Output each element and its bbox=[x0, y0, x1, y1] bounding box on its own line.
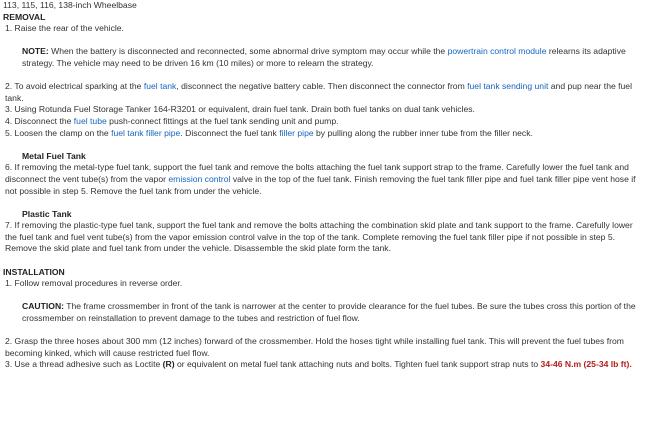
step2-text-2: , disconnect the negative battery cable. Then disconnect the connector from bbox=[176, 81, 468, 92]
fuel-tube-link[interactable]: fuel tube bbox=[73, 115, 107, 126]
step4-text-2: push-connect fittings at the fuel tank sending unit and pump. bbox=[106, 115, 339, 126]
installation-step-2: 2. Grasp the three hoses about 300 mm (12 inches) forward of the crossmember. Hold the hoses tight while installing fuel tank. This will prevent the fuel tubes from becoming kinked, which will cause restricted fuel flow. bbox=[5, 336, 624, 358]
step5-text-3: by pulling along the rubber inner tube from the filler neck. bbox=[313, 127, 533, 138]
step5-text-2: . Disconnect the fuel tank bbox=[180, 127, 280, 138]
note-text-1: When the battery is disconnected and reconnected, some abnormal drive symptom may occur while the bbox=[48, 46, 448, 57]
registered-mark: (R) bbox=[162, 359, 175, 370]
step5-text-1: 5. Loosen the clamp on the bbox=[5, 127, 112, 138]
note-text-2: relearns its adaptive strategy. The vehicle may need to be driven 16 km (10 miles) or more to relearn the strategy. bbox=[22, 46, 626, 68]
fuel-tank-sending-unit-link[interactable]: fuel tank sending unit bbox=[467, 81, 549, 92]
step6-text-1: 6. If removing the metal-type fuel tank, support the fuel tank and remove the bolts attaching the fuel tank support strap to the frame. Carefully lower the fuel tank and disconnect the vent tube(s) from the vapor bbox=[5, 162, 629, 184]
installation-caution bbox=[3, 301, 647, 324]
step2-text-3: and pup near the fuel tank. bbox=[5, 81, 632, 103]
installation-heading: INSTALLATION bbox=[3, 266, 65, 277]
installation-step-1: 1. Follow removal procedures in reverse order. bbox=[5, 278, 183, 289]
wheelbase-header: 113, 115, 116, 138-inch Wheelbase bbox=[3, 0, 137, 10]
step4-text-1: 4. Disconnect the bbox=[5, 115, 74, 126]
removal-heading: REMOVAL bbox=[3, 11, 46, 22]
step3-text-1: 3. Use a thread adhesive such as Loctite bbox=[5, 359, 163, 370]
removal-step-4 bbox=[3, 116, 647, 128]
removal-step-3: 3. Using Rotunda Fuel Storage Tanker 164-R3201 or equivalent, drain fuel tank. Drain both fuel tanks on dual tank vehicles. bbox=[5, 104, 475, 115]
fuel-tank-link[interactable]: fuel tank bbox=[143, 81, 177, 92]
installation-step-3 bbox=[3, 359, 647, 371]
metal-tank-heading: Metal Fuel Tank bbox=[22, 150, 86, 161]
removal-step-5 bbox=[3, 128, 647, 140]
filler-pipe-link[interactable]: filler pipe bbox=[279, 127, 314, 138]
step3-text-2: or equivalent on metal fuel tank attaching nuts and bolts. Tighten fuel tank support strap nuts to bbox=[174, 359, 541, 370]
removal-step-7: 7. If removing the plastic-type fuel tank, support the fuel tank and remove the bolts attaching the combination skid plate and tank support to the frame. Carefully lower the fuel tank and fuel vent tube(s) from the vapor emission control valve in the top of the tank. Complete removing the fuel tank filler pipe if not possible in step 5. Remove the skid plate and fuel tank from under the vehicle. Disassemble the skid plate form the tank. bbox=[5, 220, 633, 254]
fuel-tank-filler-pipe-link[interactable]: fuel tank filler pipe bbox=[111, 127, 181, 138]
pcm-link[interactable]: powertrain control module bbox=[447, 46, 547, 57]
removal-step-6 bbox=[3, 162, 647, 197]
caution-label: CAUTION: bbox=[22, 301, 65, 312]
caution-text: The frame crossmember in front of the tank is narrower at the center to provide clearance for the fuel tubes. Be sure the tubes cross this portion of the crossmember on reinstallation to prevent damage to the tubes and restriction of fuel flow. bbox=[22, 301, 636, 324]
emission-control-link[interactable]: emission control bbox=[168, 173, 231, 184]
torque-spec: 34-46 N.m (25-34 lb ft). bbox=[540, 359, 632, 370]
plastic-tank-heading: Plastic Tank bbox=[22, 208, 72, 219]
step6-text-2: valve in the top of the fuel tank. Finish removing the fuel tank filler pipe and fuel tank filler pipe vent hose if not possible in step 5. Remove the fuel tank from under the vehicle. bbox=[5, 173, 636, 196]
step2-text-1: 2. To avoid electrical sparking at the bbox=[5, 81, 144, 92]
removal-step-1: 1. Raise the rear of the vehicle. bbox=[5, 23, 124, 34]
note-label: NOTE: bbox=[22, 46, 49, 57]
removal-step-2 bbox=[3, 81, 647, 104]
removal-note bbox=[3, 46, 647, 69]
